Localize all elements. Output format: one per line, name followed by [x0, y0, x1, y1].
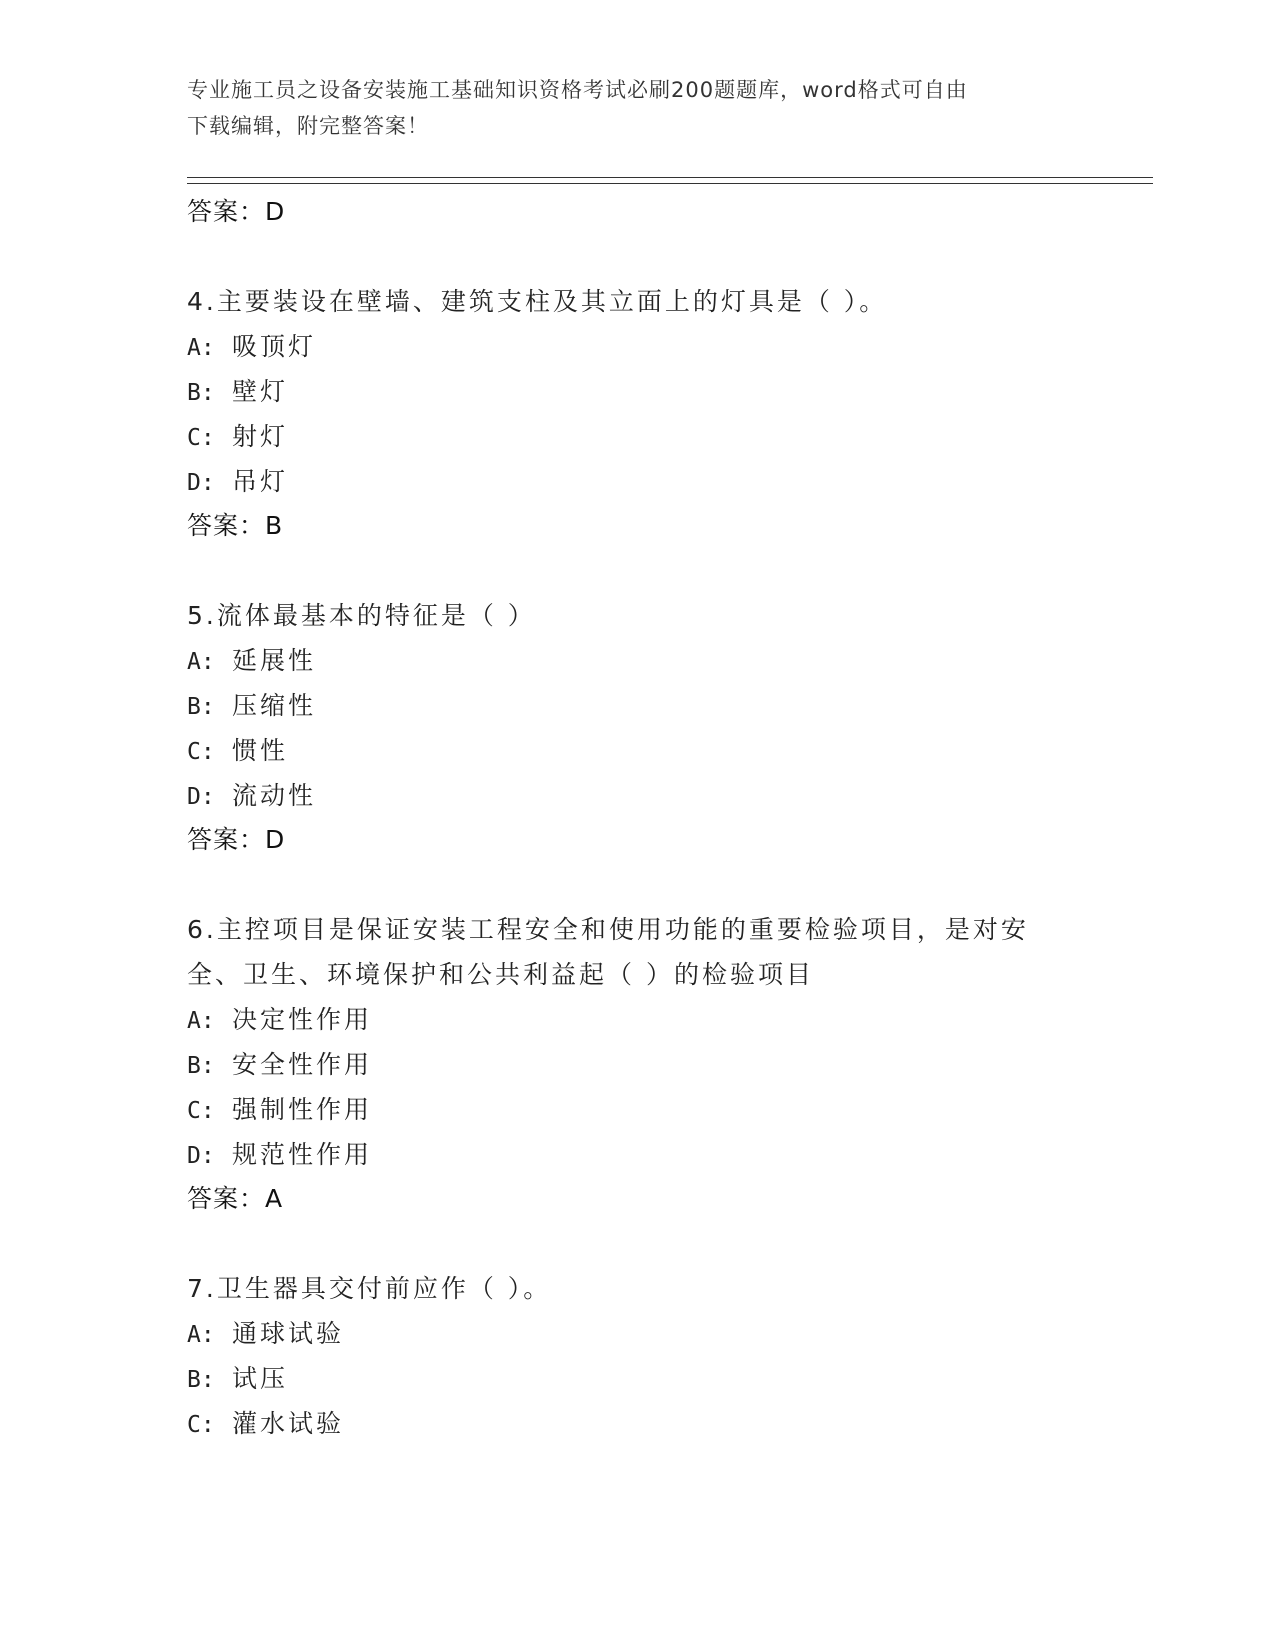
option-b — [187, 1042, 1153, 1087]
option-key: C: — [187, 739, 215, 765]
option-a — [187, 997, 1153, 1042]
option-text: 射灯 — [232, 422, 289, 451]
answer-label: 答案： — [187, 511, 266, 540]
answer-line — [187, 1177, 1153, 1221]
option-key: B: — [187, 380, 215, 406]
option-a — [187, 324, 1153, 369]
option-key: B: — [187, 694, 215, 720]
option-text: 壁灯 — [232, 377, 289, 406]
header-double-rule — [187, 177, 1153, 184]
question-item — [187, 593, 1153, 862]
answer-value: D — [265, 825, 286, 854]
document-header — [187, 72, 1067, 144]
option-key: D: — [187, 784, 215, 810]
question-text: 4.主要装设在壁墙、建筑支柱及其立面上的灯具是（ ）。 — [187, 287, 888, 316]
option-key: A: — [187, 335, 215, 361]
option-key: C: — [187, 1098, 215, 1124]
option-b — [187, 683, 1153, 728]
header-line-1: 专业施工员之设备安装施工基础知识资格考试必刷200题题库，word格式可自由 — [187, 78, 968, 102]
option-key: A: — [187, 1008, 215, 1034]
option-key: D: — [187, 1143, 215, 1169]
option-b — [187, 369, 1153, 414]
question-item — [187, 279, 1153, 548]
option-text: 决定性作用 — [232, 1005, 373, 1034]
option-text: 试压 — [232, 1364, 289, 1393]
question-text-line-1: 6.主控项目是保证安装工程安全和使用功能的重要检验项目，是对安 — [187, 915, 1029, 944]
option-text: 安全性作用 — [232, 1050, 373, 1079]
question-text: 7.卫生器具交付前应作（ ）。 — [187, 1274, 552, 1303]
answer-line — [187, 504, 1153, 548]
answer-value: D — [265, 197, 286, 226]
option-text: 压缩性 — [232, 691, 317, 720]
answer-label: 答案： — [187, 1184, 266, 1213]
option-key: B: — [187, 1367, 215, 1393]
question-text-line-2: 全、卫生、环境保护和公共利益起（ ）的检验项目 — [187, 960, 814, 989]
option-text: 惯性 — [232, 736, 289, 765]
option-key: B: — [187, 1053, 215, 1079]
option-d — [187, 1132, 1153, 1177]
answer-label: 答案： — [187, 825, 266, 854]
option-d — [187, 459, 1153, 504]
option-text: 通球试验 — [232, 1319, 345, 1348]
option-text: 流动性 — [232, 781, 317, 810]
option-text: 规范性作用 — [232, 1140, 373, 1169]
option-key: C: — [187, 425, 215, 451]
option-key: D: — [187, 470, 215, 496]
option-text: 吊灯 — [232, 467, 289, 496]
question-item — [187, 1266, 1153, 1446]
option-a — [187, 638, 1153, 683]
answer-line — [187, 818, 1153, 862]
option-text: 吸顶灯 — [232, 332, 317, 361]
option-c — [187, 414, 1153, 459]
answer-label: 答案： — [187, 197, 266, 226]
option-text: 强制性作用 — [232, 1095, 373, 1124]
option-key: A: — [187, 1322, 215, 1348]
option-c — [187, 728, 1153, 773]
option-key: C: — [187, 1412, 215, 1438]
option-key: A: — [187, 649, 215, 675]
answer-value: A — [265, 1184, 284, 1213]
option-b — [187, 1356, 1153, 1401]
question-list — [187, 190, 1153, 1446]
question-item — [187, 907, 1153, 1221]
option-c — [187, 1087, 1153, 1132]
question-text: 5.流体最基本的特征是（ ） — [187, 601, 536, 630]
option-d — [187, 773, 1153, 818]
option-text: 延展性 — [232, 646, 317, 675]
option-a — [187, 1311, 1153, 1356]
answer-value: B — [265, 511, 284, 540]
answer-line — [187, 190, 1153, 234]
option-text: 灌水试验 — [232, 1409, 345, 1438]
option-c — [187, 1401, 1153, 1446]
header-line-2: 下载编辑，附完整答案！ — [187, 114, 429, 138]
